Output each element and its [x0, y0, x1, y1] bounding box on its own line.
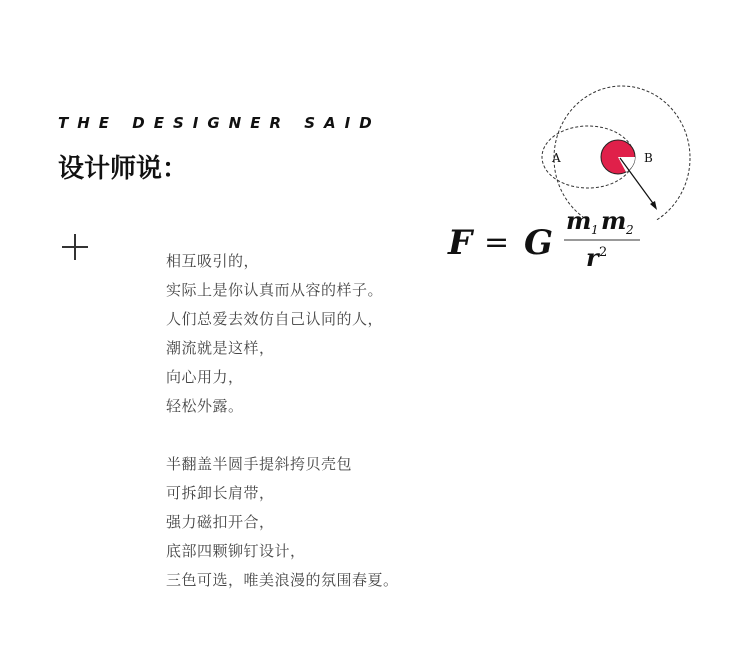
- paragraph-product-details: [166, 450, 399, 595]
- paragraph-attraction: [166, 247, 383, 421]
- paragraph-line: 潮流就是这样，: [166, 339, 275, 357]
- heading-chinese: 设计师说：: [58, 154, 189, 184]
- label-a: A: [552, 151, 561, 165]
- paragraph-line: 向心用力，: [166, 368, 244, 386]
- paragraph-line: 半翻盖半圆手提斜挎贝壳包: [166, 455, 353, 473]
- paragraph-line: 底部四颗铆钉设计，: [166, 542, 306, 560]
- formula-m2: m: [601, 206, 627, 235]
- formula-r: r: [586, 243, 599, 272]
- formula-r-sup: 2: [599, 245, 608, 260]
- gravity-formula: [444, 200, 664, 280]
- paragraph-line: 实际上是你认真而从容的样子。: [166, 281, 384, 299]
- force-arrow-line: [620, 158, 655, 206]
- formula-g: G: [524, 223, 554, 263]
- plus-icon: [62, 234, 88, 260]
- formula-m1: m: [566, 206, 592, 235]
- paragraph-line: 三色可选，唯美浪漫的氛围春夏。: [166, 571, 399, 589]
- label-b: B: [644, 151, 653, 165]
- formula-m2-sub: 2: [626, 223, 634, 237]
- paragraph-line: 强力磁扣开合，: [166, 513, 275, 531]
- paragraph-line: 可拆卸长肩带，: [166, 484, 275, 502]
- orbit-diagram: [540, 80, 700, 220]
- paragraph-line: 人们总爱去效仿自己认同的人，: [166, 310, 384, 328]
- paragraph-line: 相互吸引的，: [166, 252, 260, 270]
- formula-equals: =: [484, 225, 510, 260]
- formula-m1-sub: 1: [591, 223, 599, 237]
- formula-f: F: [448, 223, 473, 263]
- heading-english: THE DESIGNER SAID: [58, 114, 381, 132]
- paragraph-line: 轻松外露。: [166, 397, 244, 415]
